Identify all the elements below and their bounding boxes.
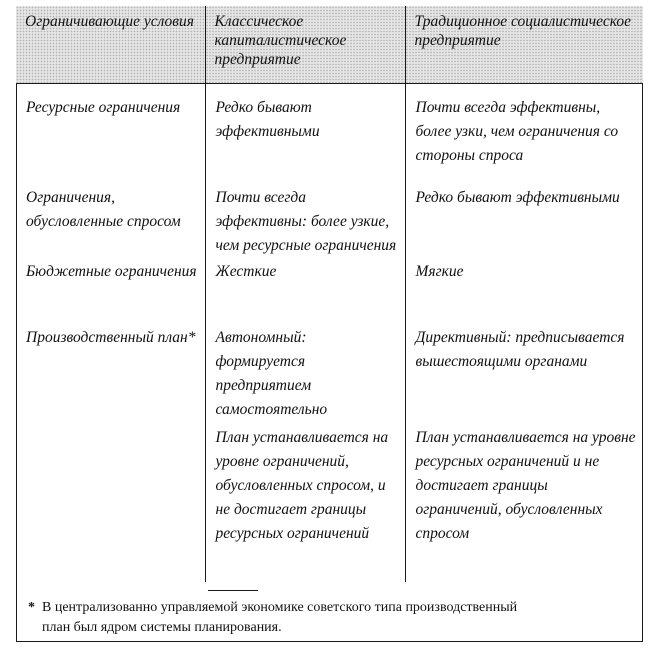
footnote-divider	[208, 590, 258, 591]
cell-socialist: Директивный: предписывается вышестоящими органами	[405, 322, 643, 422]
table-row	[16, 422, 643, 582]
cell-condition: Ресурсные ограничения	[26, 98, 181, 116]
cell-condition: Ограничения, обусловленные спросом	[26, 189, 181, 230]
table-row	[16, 83, 643, 182]
comparison-table	[16, 6, 643, 582]
table-row	[16, 182, 643, 258]
footnote	[28, 598, 628, 638]
footnote-line-1: В централизованно управляемой экономике советского типа производственный	[42, 600, 518, 615]
header-socialist: Традиционное социалистическое предприятие	[405, 6, 643, 83]
cell-condition: Производственный план*	[26, 329, 196, 346]
header-conditions: Ограничивающие условия	[16, 6, 205, 83]
cell-capitalist: Почти всегда эффективны: более узкие, чем ресурсные ограничения	[205, 182, 405, 258]
table-row	[16, 322, 643, 422]
cell-socialist: Мягкие	[405, 258, 643, 322]
cell-condition: Бюджетные ограничения	[26, 263, 197, 280]
table-row	[16, 258, 643, 322]
header-capitalist: Классическое капиталистическое предприятие	[205, 6, 405, 83]
cell-capitalist: Жесткие	[205, 258, 405, 322]
cell-capitalist: Автономный: формируется предприятием самостоятельно	[205, 322, 405, 422]
cell-socialist: Редко бывают эффективными	[405, 182, 643, 258]
table-header-row	[16, 6, 643, 83]
cell-capitalist: Редко бывают эффективными	[205, 83, 405, 182]
footnote-line-2: план был ядром системы планирования.	[42, 620, 282, 635]
cell-socialist: План устанавливается на уровне ресурсных ограничений и не достигает границы ограничений, обусловленных спросом	[405, 422, 643, 582]
cell-condition	[16, 422, 205, 582]
cell-socialist: Почти всегда эффективны, более узки, чем ограничения со стороны спроса	[405, 83, 643, 182]
footnote-marker: *	[28, 600, 35, 615]
cell-capitalist: План устанавливается на уровне ограничений, обусловленных спросом, и не достигает границы ресурсных ограничений	[205, 422, 405, 582]
